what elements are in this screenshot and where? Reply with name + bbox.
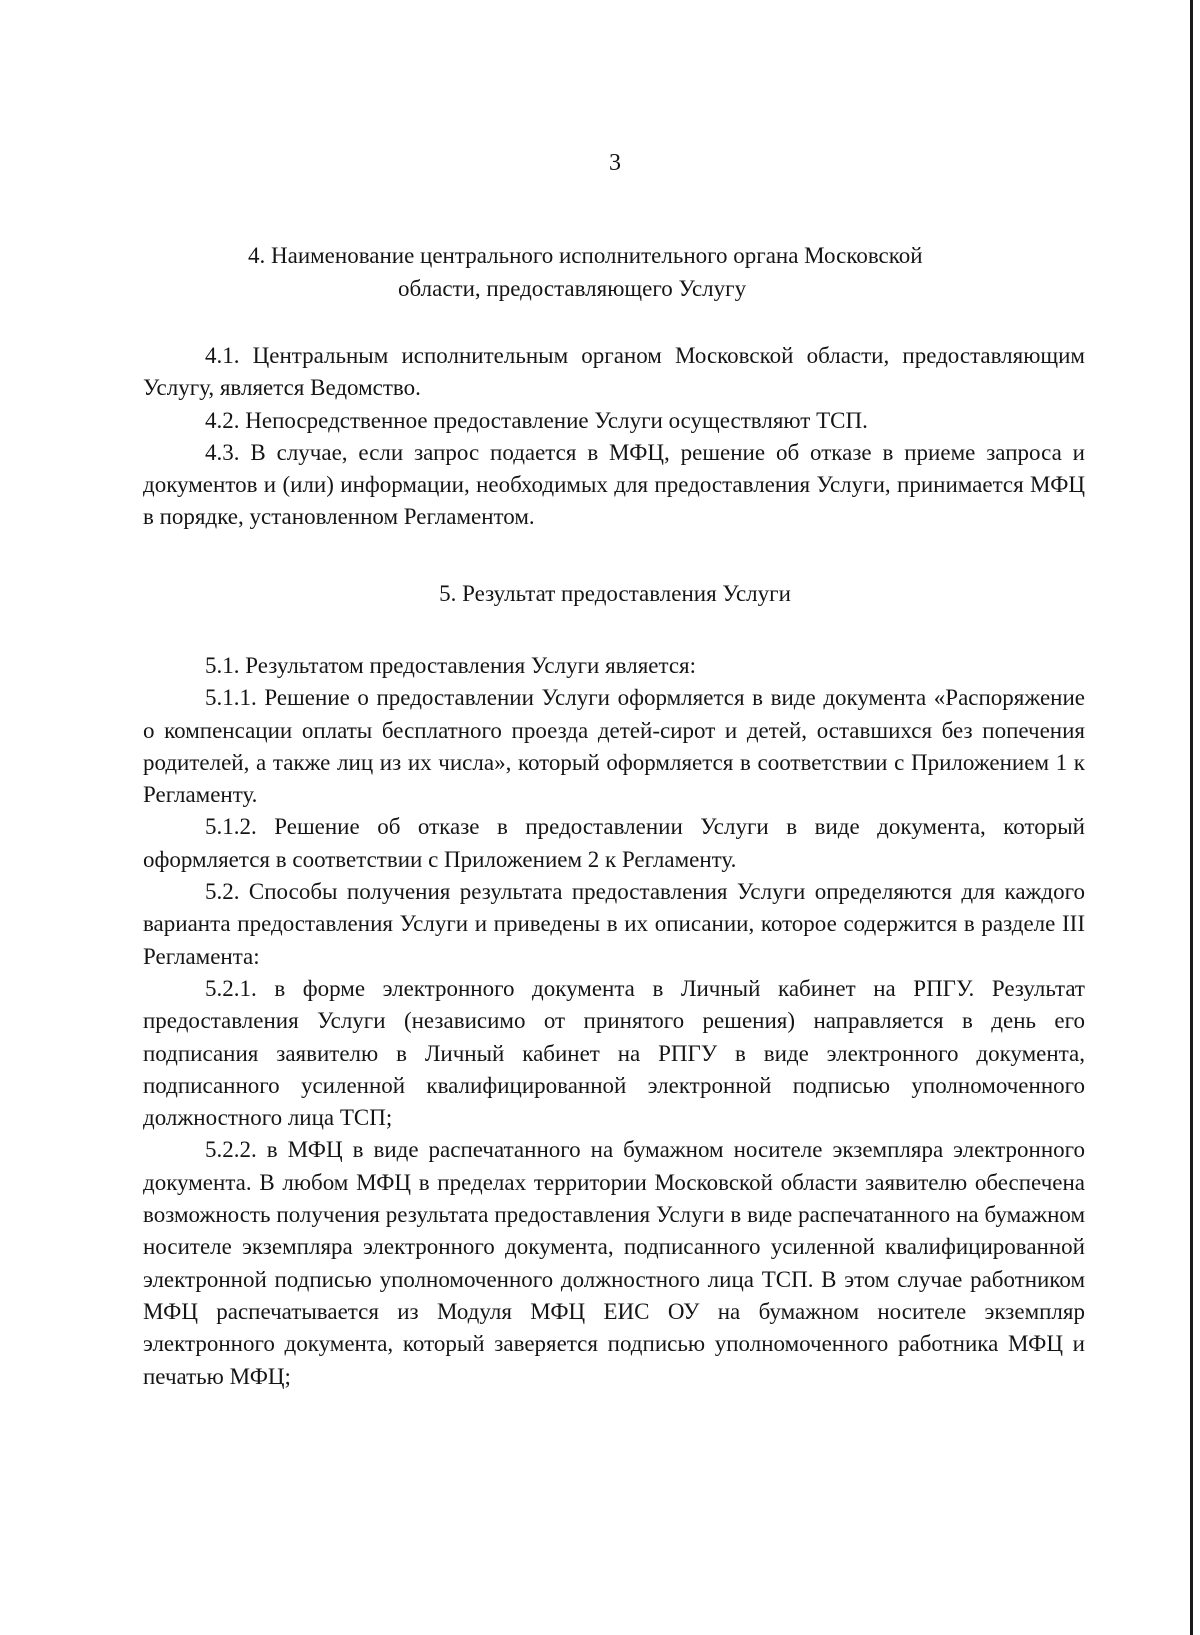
section-4-body bbox=[143, 340, 1085, 534]
paragraph-5-1-2: 5.1.2. Решение об отказе в предоставлении Услуги в виде документа, который оформляется в соответствии с Приложением 2 к Регламенту. bbox=[143, 814, 1085, 872]
paragraph-4-3: 4.3. В случае, если запрос подается в МФЦ, решение об отказе в приеме запроса и документов и (или) информации, необходимых для предоставления Услуги, принимается МФЦ в порядке, установленном Регламентом. bbox=[143, 439, 1085, 530]
section-4-heading-line1: 4. Наименование центрального исполнительного органа Московской bbox=[248, 243, 923, 268]
page-edge bbox=[1190, 0, 1193, 1635]
section-4-heading-line2: области, предоставляющего Услугу bbox=[398, 276, 747, 301]
section-4-heading bbox=[248, 239, 1048, 305]
paragraph-5-2-1: 5.2.1. в форме электронного документа в Личный кабинет на РПГУ. Результат предоставления Услуги (независимо от принятого решения) направляется в день его подписания заявителю в Личный кабинет на РПГУ в виде электронного документа, подписанного усиленной квалифицированной электронной подписью уполномоченного должностного лица ТСП; bbox=[143, 975, 1085, 1131]
paragraph-4-1: 4.1. Центральным исполнительным органом Московской области, предоставляющим Услугу, является Ведомство. bbox=[143, 343, 1085, 401]
page-number: 3 bbox=[609, 150, 621, 176]
paragraph-5-1-1: 5.1.1. Решение о предоставлении Услуги оформляется в виде документа «Распоряжение о компенсации оплаты бесплатного проезда детей-сирот и детей, оставшихся без попечения родителей, а также лиц из их числа», который оформляется в соответствии с Приложением 1 к Регламенту. bbox=[143, 685, 1085, 808]
section-5-heading: 5. Результат предоставления Услуги bbox=[439, 581, 791, 606]
paragraph-5-2: 5.2. Способы получения результата предоставления Услуги определяются для каждого варианта предоставления Услуги и приведены в их описании, которое содержится в разделе III Регламента: bbox=[143, 879, 1085, 969]
paragraph-4-2: 4.2. Непосредственное предоставление Услуги осуществляют ТСП. bbox=[205, 407, 868, 433]
section-5-body bbox=[143, 650, 1085, 1393]
paragraph-5-1: 5.1. Результатом предоставления Услуги является: bbox=[205, 653, 697, 678]
paragraph-5-2-2: 5.2.2. в МФЦ в виде распечатанного на бумажном носителе экземпляра электронного документа. В любом МФЦ в пределах территории Московской области заявителю обеспечена возможность получения результата предоставления Услуги в виде распечатанного на бумажном носителе экземпляра электронного документа, подписанного усиленной квалифицированной электронной подписью уполномоченного должностного лица ТСП. В этом случае работником МФЦ распечатывается из Модуля МФЦ ЕИС ОУ на бумажном носителе экземпляр электронного документа, который заверяется подписью уполномоченного работника МФЦ и печатью МФЦ; bbox=[143, 1137, 1085, 1389]
